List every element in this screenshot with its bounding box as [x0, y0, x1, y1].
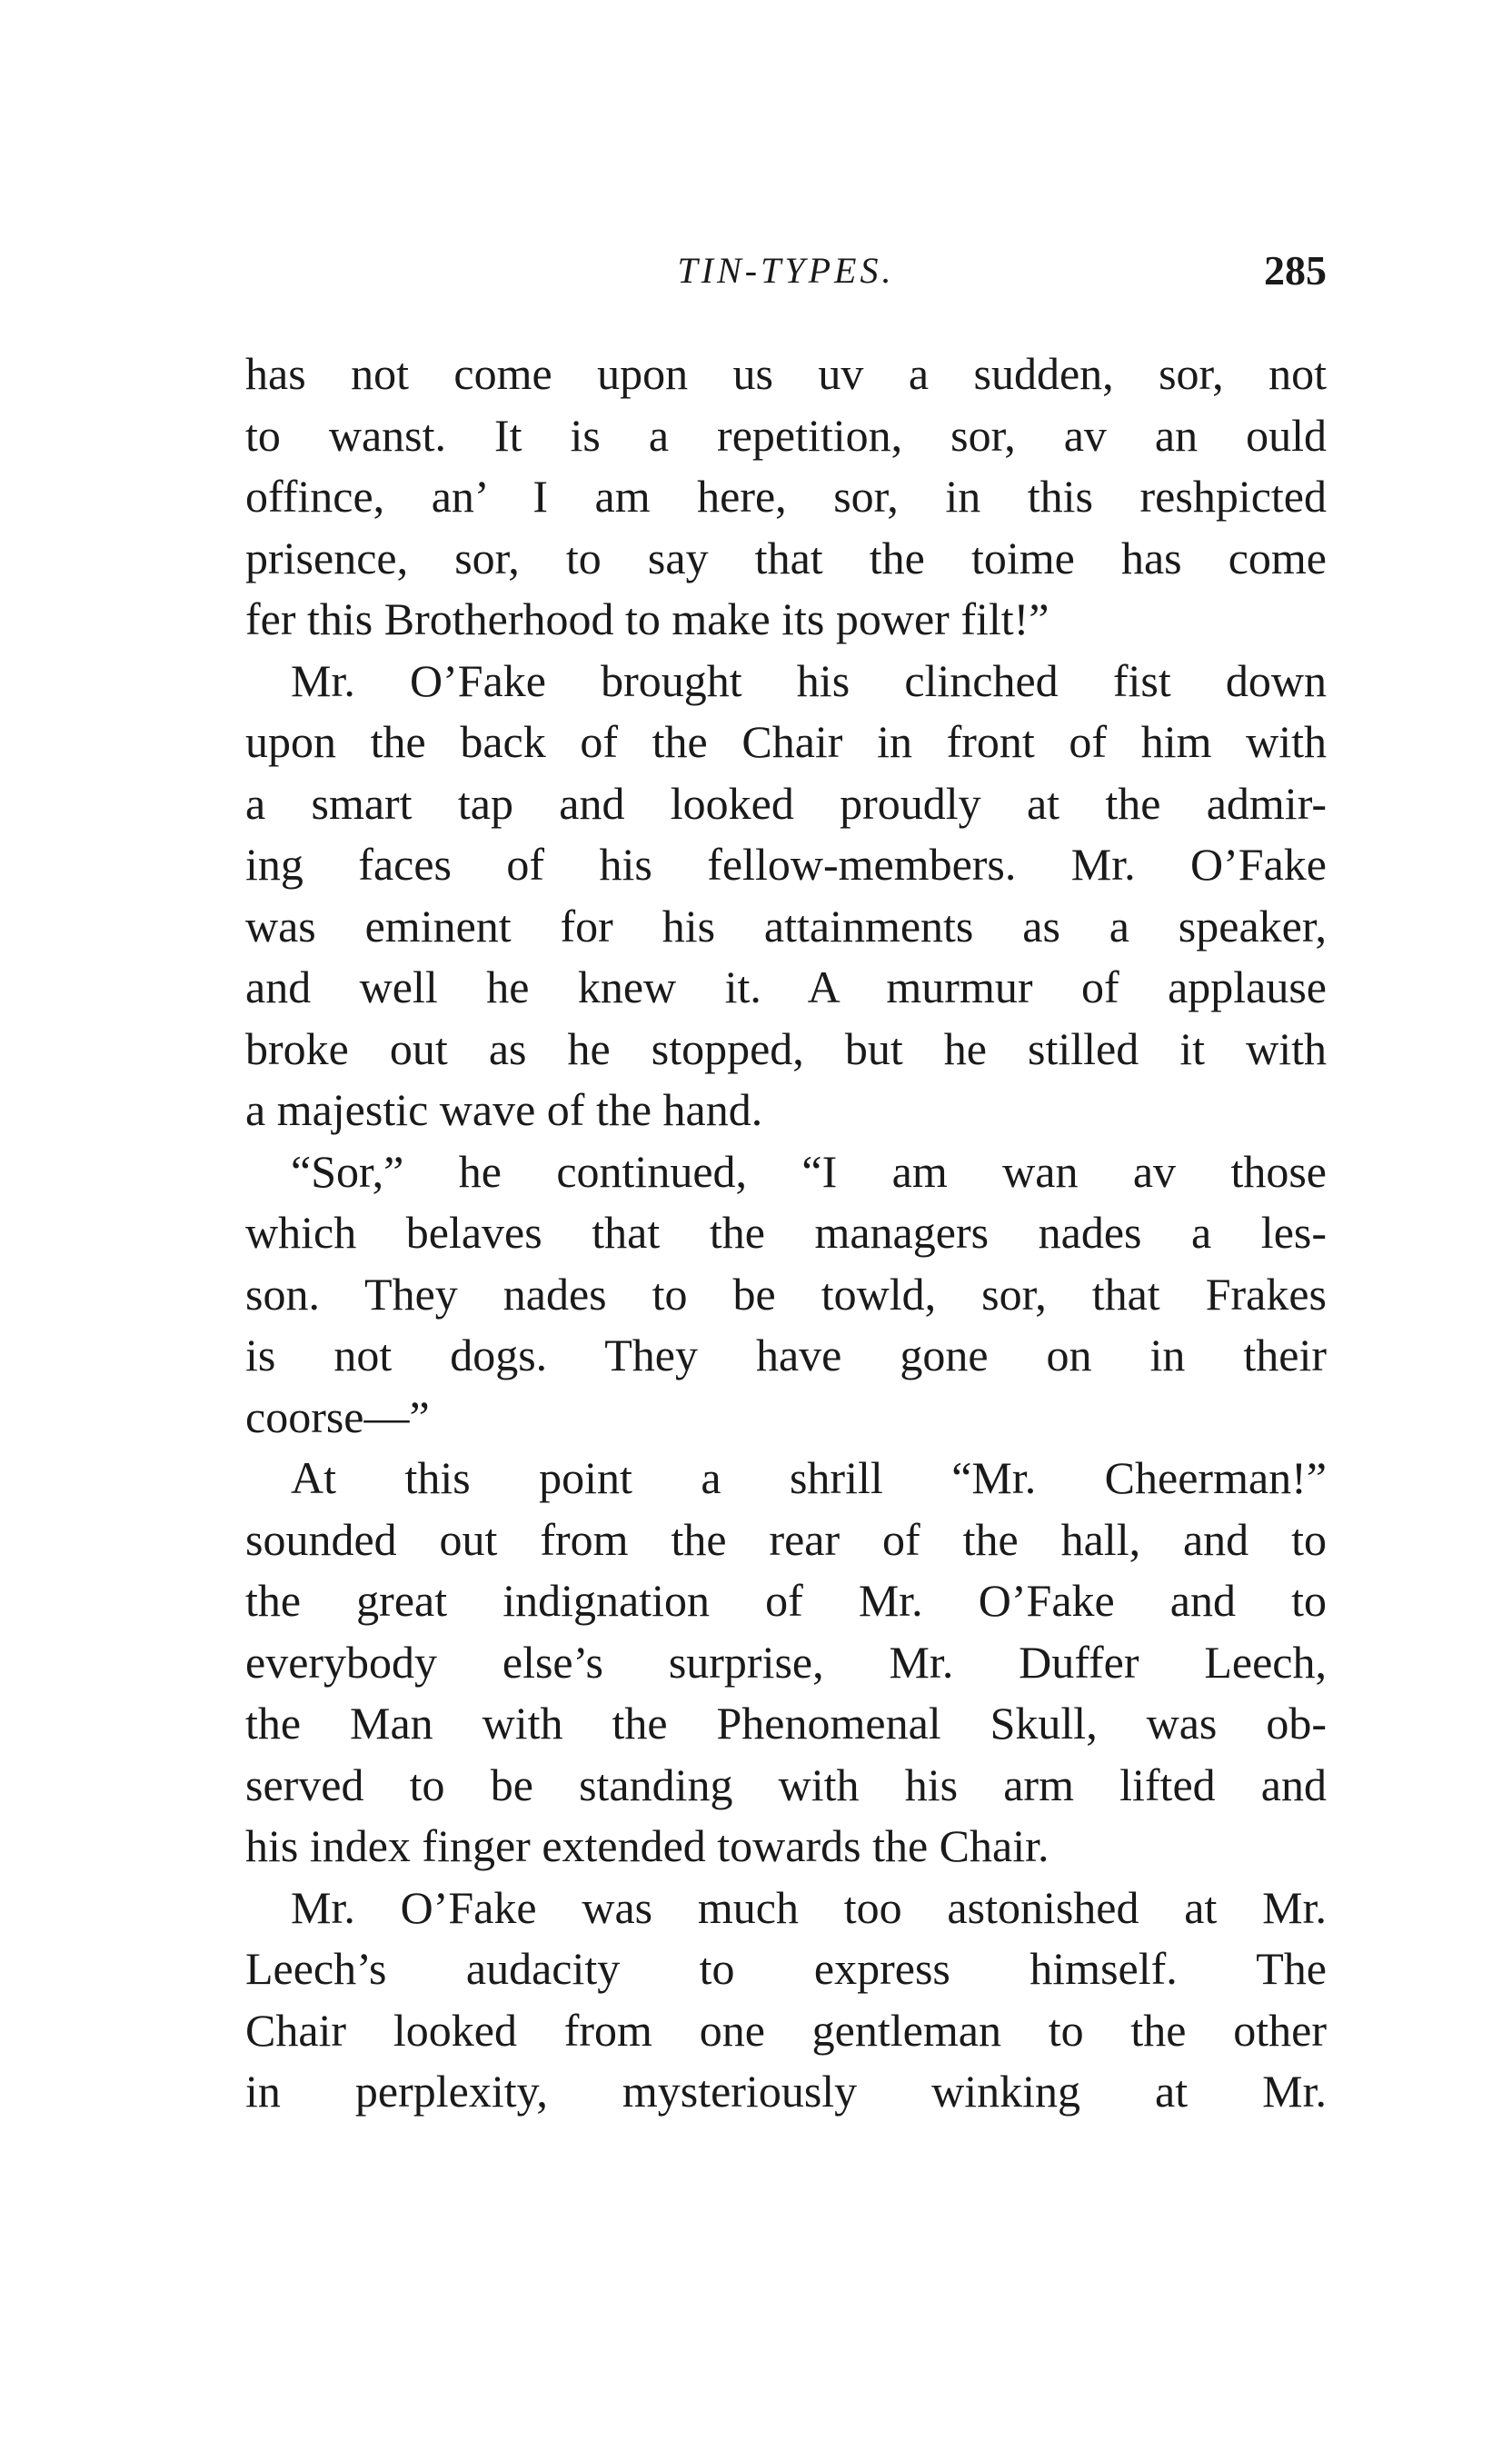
- text-line: fer this Brotherhood to make its power filt!”: [245, 593, 1049, 644]
- text-line: son. They nades to be towld, sor, that Frakes: [245, 1268, 1327, 1320]
- text-line: a majestic wave of the hand.: [245, 1084, 763, 1135]
- text-line: his index finger extended towards the Chair.: [245, 1820, 1049, 1871]
- text-line: has not come upon us uv a sudden, sor, not: [245, 348, 1327, 399]
- text-line: the great indignation of Mr. O’Fake and to: [245, 1575, 1327, 1626]
- text-line: prisence, sor, to say that the toime has come: [245, 532, 1327, 583]
- text-line: served to be standing with his arm lifted and: [245, 1759, 1327, 1810]
- running-title: TIN-TYPES.: [677, 250, 895, 291]
- paragraph-start-line: “Sor,” he continued, “I am wan av those: [291, 1145, 1327, 1197]
- body-text: [245, 344, 1327, 2123]
- text-line: Chair looked from one gentleman to the other: [245, 2004, 1327, 2056]
- text-line: which belaves that the managers nades a les-: [245, 1207, 1327, 1258]
- text-line: and well he knew it. A murmur of applause: [245, 961, 1327, 1012]
- text-line: ing faces of his fellow-members. Mr. O’Fake: [245, 839, 1327, 890]
- text-line: Leech’s audacity to express himself. The: [245, 1943, 1327, 1994]
- text-line: sounded out from the rear of the hall, and to: [245, 1513, 1327, 1565]
- text-line: broke out as he stopped, but he stilled it with: [245, 1022, 1327, 1074]
- text-line: is not dogs. They have gone on in their: [245, 1330, 1327, 1380]
- page-number: 285: [1264, 247, 1327, 294]
- paragraph-start-line: Mr. O’Fake was much too astonished at Mr.: [291, 1881, 1327, 1933]
- text-line: offince, an’ I am here, sor, in this reshpicted: [245, 471, 1327, 522]
- text-line: was eminent for his attainments as a speaker,: [245, 900, 1327, 952]
- paragraph-start-line: Mr. O’Fake brought his clinched fist down: [291, 654, 1327, 706]
- text-line: to wanst. It is a repetition, sor, av an ould: [245, 409, 1327, 461]
- text-line: everybody else’s surprise, Mr. Duffer Leech,: [245, 1636, 1327, 1688]
- text-line: a smart tap and looked proudly at the admir-: [245, 777, 1327, 829]
- text-line: coorse—”: [245, 1390, 430, 1442]
- running-head: [245, 244, 1327, 298]
- text-line: upon the back of the Chair in front of him with: [245, 716, 1327, 767]
- text-line: the Man with the Phenomenal Skull, was ob-: [245, 1698, 1327, 1749]
- text-line: in perplexity, mysteriously winking at Mr.: [245, 2066, 1327, 2117]
- paragraph-start-line: At this point a shrill “Mr. Cheerman!”: [291, 1452, 1327, 1503]
